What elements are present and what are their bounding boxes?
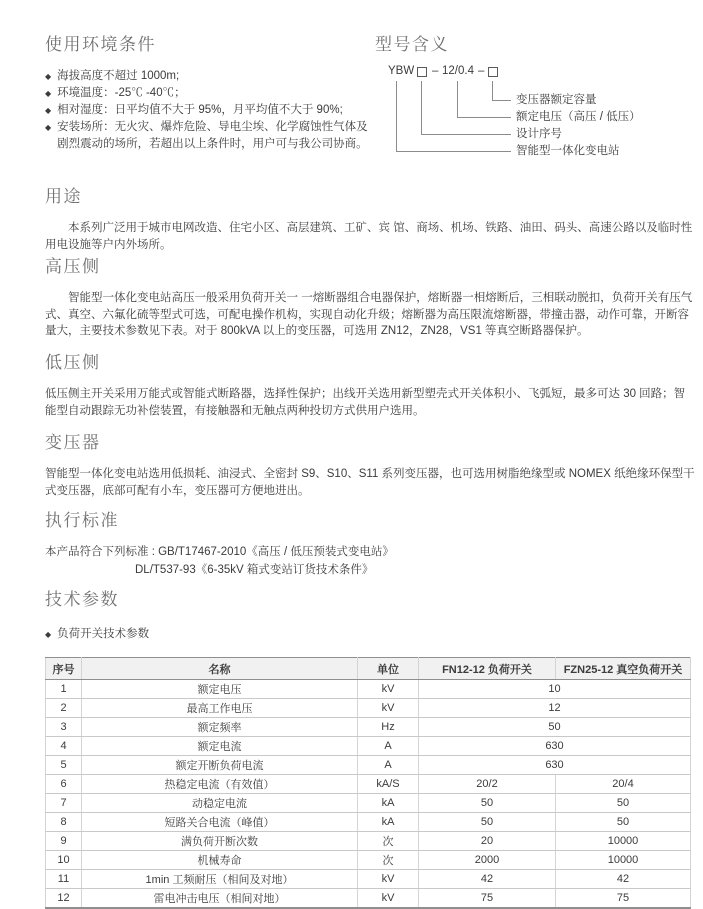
diamond-bullet-icon: ◆	[45, 123, 52, 132]
cell-name: 短路关合电流（峰值）	[82, 813, 358, 832]
dash: –	[432, 65, 439, 77]
diagram-label: 额定电压（高压 / 低压）	[516, 111, 641, 123]
cell-value-fn: 2000	[419, 851, 556, 870]
table-row	[46, 718, 691, 737]
cell-name: 满负荷开断次数	[82, 832, 358, 851]
section-standards	[45, 506, 695, 580]
section-high-voltage	[45, 252, 695, 340]
table-row	[46, 756, 691, 775]
cell-value-fn: 42	[419, 870, 556, 889]
table-row	[46, 889, 691, 909]
cell-unit: kV	[358, 889, 419, 909]
cell-unit: kV	[358, 680, 419, 699]
cell-value-fzn: 10000	[556, 851, 691, 870]
cell-no: 11	[46, 870, 82, 889]
cell-no: 5	[46, 756, 82, 775]
table-row	[46, 737, 691, 756]
cell-value-merged: 630	[419, 756, 691, 775]
cell-unit: kA	[358, 813, 419, 832]
cell-value-fzn: 20/4	[556, 775, 691, 794]
high-voltage-paragraph: 智能型一体化变电站高压一般采用负荷开关一 一熔断器组合电器保护，熔断器一相熔断后，三相联动脱扣，负荷开关有压气式、真空、六氟化硫等型式可选，可配电操作机构，实现自动化升级；熔断器为高压限流熔断器，带撞击器，动作可靠，开断容量大，主要技术参数见下表。对于 800kVA 以上的变压器，可选用 ZN12，ZN28，VS1 等真空断路器保护。	[45, 292, 693, 338]
cell-name: 额定频率	[82, 718, 358, 737]
cell-no: 1	[46, 680, 82, 699]
section-title-high-voltage: 高压侧	[45, 257, 101, 276]
model-code-diagram	[375, 65, 700, 177]
section-model-meaning	[375, 30, 700, 177]
cell-unit: kV	[358, 870, 419, 889]
cell-unit: kA/S	[358, 775, 419, 794]
table-header-row	[46, 658, 691, 680]
cell-unit: 次	[358, 832, 419, 851]
diamond-bullet-icon: ◆	[45, 106, 52, 115]
cell-name: 热稳定电流（有效值）	[82, 775, 358, 794]
cell-value-merged: 630	[419, 737, 691, 756]
dash: –	[478, 65, 485, 77]
table-row	[46, 699, 691, 718]
cell-name: 机械寿命	[82, 851, 358, 870]
transformer-paragraph: 智能型一体化变电站选用低损耗、油浸式、全密封 S9、S10、S11 系列变压器，也可选用树脂绝缘型或 NOMEX 纸绝缘环保型干式变压器，底部可配有小车，变压器可方便地进出。	[45, 468, 695, 497]
cell-no: 3	[46, 718, 82, 737]
standard-line: DL/T537-93《6-35kV 箱式变站订货技术条件》	[135, 564, 374, 577]
cell-no: 12	[46, 889, 82, 909]
model-prefix: YBW	[388, 65, 415, 77]
cell-value-fn: 20/2	[419, 775, 556, 794]
cell-no: 8	[46, 813, 82, 832]
list-item	[45, 102, 375, 119]
section-low-voltage	[45, 348, 695, 419]
table-caption	[45, 626, 693, 643]
cell-name: 额定电压	[82, 680, 358, 699]
connector-line	[492, 81, 511, 101]
cell-value-fn: 75	[419, 889, 556, 909]
diamond-bullet-icon: ◆	[45, 630, 52, 639]
cell-value-fn: 50	[419, 794, 556, 813]
column-header: FZN25-12 真空负荷开关	[556, 658, 691, 680]
cell-value-fzn: 75	[556, 889, 691, 909]
cell-no: 6	[46, 775, 82, 794]
purpose-paragraph: 本系列广泛用于城市电网改造、住宅小区、高层建筑、工矿、宾 馆、商场、机场、铁路、油田、码头、高速公路以及临时性用电设施等户内外场所。	[45, 222, 693, 251]
cell-unit: 次	[358, 851, 419, 870]
cell-value-fzn: 50	[556, 794, 691, 813]
diagram-label: 设计序号	[516, 128, 562, 140]
section-transformer	[45, 428, 695, 499]
cell-value-fzn: 10000	[556, 832, 691, 851]
column-header: FN12-12 负荷开关	[419, 658, 556, 680]
cell-name: 1min 工频耐压（相间及对地）	[82, 870, 358, 889]
cell-no: 10	[46, 851, 82, 870]
list-item-text: 海拔高度不超过 1000m;	[57, 70, 180, 82]
section-tech-params	[45, 585, 693, 909]
cell-unit: A	[358, 756, 419, 775]
column-header: 名称	[82, 658, 358, 680]
model-voltage: 12/0.4	[442, 65, 474, 77]
diamond-bullet-icon: ◆	[45, 89, 52, 98]
table-row	[46, 775, 691, 794]
section-title-transformer: 变压器	[45, 433, 101, 452]
table-row	[46, 832, 691, 851]
list-item-text: 安装场所：无火灾、爆炸危险、导电尘埃、化学腐蚀性气体及剧烈震动的场所，若超出以上条件时，用户可与我公司协商。	[57, 121, 368, 150]
cell-name: 雷电冲击电压（相间对地）	[82, 889, 358, 909]
cell-unit: Hz	[358, 718, 419, 737]
cell-value-merged: 10	[419, 680, 691, 699]
cell-name: 额定电流	[82, 737, 358, 756]
table-row	[46, 680, 691, 699]
section-environment	[45, 30, 375, 153]
table-row	[46, 794, 691, 813]
cell-name: 动稳定电流	[82, 794, 358, 813]
table-row	[46, 870, 691, 889]
cell-no: 7	[46, 794, 82, 813]
environment-list	[45, 68, 375, 153]
section-title-low-voltage: 低压侧	[45, 353, 101, 372]
placeholder-box-icon	[417, 67, 427, 77]
section-title-model-meaning: 型号含义	[375, 35, 449, 54]
cell-no: 4	[46, 737, 82, 756]
diagram-label: 智能型一体化变电站	[516, 145, 620, 157]
load-switch-params-table	[45, 657, 691, 909]
list-item	[45, 85, 375, 102]
cell-name: 额定开断负荷电流	[82, 756, 358, 775]
standard-line: 本产品符合下列标准 : GB/T17467-2010《高压 / 低压预装式变电站》	[45, 546, 394, 558]
list-item-text: 环境温度：-25℃ -40℃；	[57, 87, 186, 99]
list-item	[45, 119, 375, 153]
cell-value-fzn: 42	[556, 870, 691, 889]
cell-value-fn: 20	[419, 832, 556, 851]
table-row	[46, 851, 691, 870]
cell-value-merged: 50	[419, 718, 691, 737]
diamond-bullet-icon: ◆	[45, 72, 52, 81]
cell-no: 9	[46, 832, 82, 851]
column-header: 序号	[46, 658, 82, 680]
column-header: 单位	[358, 658, 419, 680]
low-voltage-paragraph: 低压侧主开关采用万能式或智能式断路器，选择性保护；出线开关选用新型塑壳式开关体积小、飞弧短，最多可达 30 回路；智能型自动跟踪无功补偿装置，有接触器和无触点两种投切方式供用户选用。	[45, 388, 686, 417]
list-item	[45, 68, 375, 85]
cell-unit: kA	[358, 794, 419, 813]
section-title-environment: 使用环境条件	[45, 35, 156, 54]
table-row	[46, 813, 691, 832]
section-title-standards: 执行标准	[45, 511, 119, 530]
diagram-label: 变压器额定容量	[516, 94, 597, 106]
section-purpose	[45, 182, 693, 253]
section-title-tech-params: 技术参数	[45, 590, 119, 609]
table-caption-text: 负荷开关技术参数	[57, 628, 150, 640]
cell-no: 2	[46, 699, 82, 718]
cell-value-merged: 12	[419, 699, 691, 718]
list-item-text: 相对湿度：日平均值不大于 95%，月平均值不大于 90%;	[57, 104, 343, 116]
cell-unit: A	[358, 737, 419, 756]
cell-value-fzn: 50	[556, 813, 691, 832]
section-title-purpose: 用途	[45, 187, 82, 206]
cell-value-fn: 50	[419, 813, 556, 832]
placeholder-box-icon	[488, 67, 498, 77]
cell-name: 最高工作电压	[82, 699, 358, 718]
cell-unit: kV	[358, 699, 419, 718]
